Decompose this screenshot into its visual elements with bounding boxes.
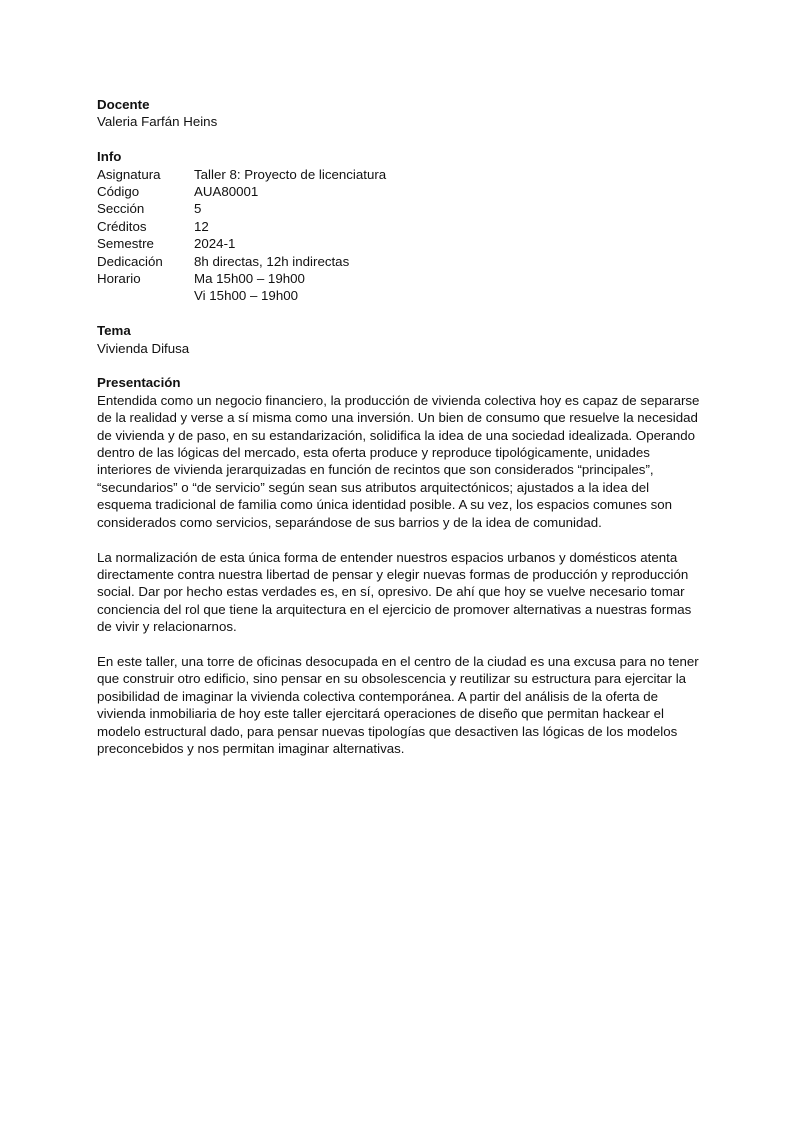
info-key: Créditos bbox=[97, 218, 147, 234]
info-key: Horario bbox=[97, 271, 141, 287]
presentacion-paragraph-1: Entendida como un negocio financiero, la producción de vivienda colectiva hoy es capaz de separarse de la realidad y verse a sí misma como una inversión. Un bien de consumo que resuelve la necesidad de vivienda y de paso, en su estandarización, solidifica la idea de una sociedad idealizada. Operando dentro de las lógicas del mercado, esta oferta produce y reproduce tipológicamente, unidades interiores de vivienda jerarquizadas en función de recintos que son considerados “principales”, “secundarios” o “de servicio” según sean sus atributos arquitectónicos; ajustados a la idea del esquema tradicional de familia como única identidad posible. A su vez, los espacios comunes son considerados como servicios, separándose de sus barrios y de la idea de comunidad. bbox=[97, 392, 700, 530]
info-row-dedicacion bbox=[97, 253, 707, 270]
info-row-codigo bbox=[97, 183, 707, 200]
tema-heading: Tema bbox=[97, 323, 131, 339]
info-key: Asignatura bbox=[97, 166, 161, 182]
info-section bbox=[97, 148, 707, 305]
info-value: Vi 15h00 – 19h00 bbox=[194, 288, 299, 304]
info-value: 5 bbox=[194, 201, 202, 217]
info-row-seccion bbox=[97, 200, 707, 217]
document-page bbox=[97, 96, 707, 775]
presentacion-section bbox=[97, 374, 707, 757]
info-value: 2024-1 bbox=[194, 236, 236, 252]
docente-heading: Docente bbox=[97, 97, 150, 112]
tema-section bbox=[97, 322, 707, 357]
info-row-asignatura bbox=[97, 166, 707, 183]
docente-section bbox=[97, 96, 707, 131]
info-value: Taller 8: Proyecto de licenciatura bbox=[194, 166, 387, 182]
info-value: 8h directas, 12h indirectas bbox=[194, 253, 350, 269]
tema-value: Vivienda Difusa bbox=[97, 340, 190, 356]
info-value: AUA80001 bbox=[194, 184, 259, 200]
info-table bbox=[97, 166, 707, 305]
info-key: Código bbox=[97, 184, 140, 200]
info-value: Ma 15h00 – 19h00 bbox=[194, 271, 305, 287]
info-key bbox=[97, 287, 194, 304]
info-row-semestre bbox=[97, 235, 707, 252]
info-key: Dedicación bbox=[97, 253, 163, 269]
presentacion-heading: Presentación bbox=[97, 375, 181, 391]
info-row-horario bbox=[97, 270, 707, 287]
info-row-horario-2 bbox=[97, 287, 707, 304]
info-key: Semestre bbox=[97, 236, 154, 252]
info-row-creditos bbox=[97, 218, 707, 235]
info-key: Sección bbox=[97, 201, 145, 217]
presentacion-paragraph-3: En este taller, una torre de oficinas desocupada en el centro de la ciudad es una excusa para no tener que construir otro edificio, sino pensar en su obsolescencia y reutilizar su estructura para ejercitar la posibilidad de imaginar la vivienda colectiva contemporánea. A partir del análisis de la oferta de vivienda inmobiliaria de hoy este taller ejercitará operaciones de diseño que permitan hackear el modelo estructural dado, para pensar nuevas tipologías que desactiven las lógicas de los modelos preconcebidos y nos permitan imaginar alternativas. bbox=[97, 653, 699, 756]
docente-name: Valeria Farfán Heins bbox=[97, 114, 218, 130]
presentacion-paragraph-2: La normalización de esta única forma de entender nuestros espacios urbanos y domésticos atenta directamente contra nuestra libertad de pensar y elegir nuevas formas de producción y reproducción social. Dar por hecho estas verdades es, en sí, opresivo. De ahí que hoy se vuelve necesario tomar conciencia del rol que tiene la arquitectura en el ejercicio de promover alternativas a nuestras formas de vivir y relacionarnos. bbox=[97, 549, 692, 635]
info-heading: Info bbox=[97, 149, 122, 165]
info-value: 12 bbox=[194, 218, 209, 234]
